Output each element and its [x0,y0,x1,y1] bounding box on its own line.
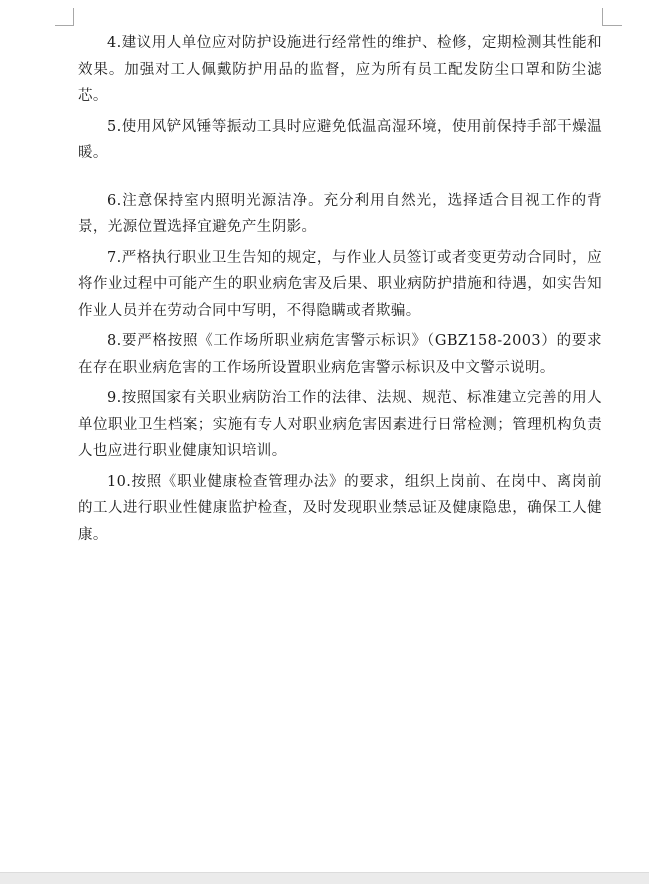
paragraph-item-4[interactable]: 4.建议用人单位应对防护设施进行经常性的维护、检修，定期检测其性能和效果。加强对工人佩戴防护用品的监督，应为所有员工配发防尘口罩和防尘滤芯。 [78,35,602,104]
crop-mark-top-right [602,8,603,26]
paragraph-item-9[interactable]: 9.按照国家有关职业病防治工作的法律、法规、规范、标准建立完善的用人单位职业卫生档案；实施有专人对职业病危害因素进行日常检测；管理机构负责人也应进行职业健康知识培训。 [78,390,602,459]
crop-mark-top-right [602,25,622,26]
paragraph-item-6[interactable]: 6.注意保持室内照明光源洁净。充分利用自然光，选择适合目视工作的背景，光源位置选择宜避免产生阴影。 [78,192,602,235]
paragraph-item-8[interactable]: 8.要严格按照《工作场所职业病危害警示标识》（GBZ158-2003）的要求在存在职业病危害的工作场所设置职业病危害警示标识及中文警示说明。 [78,333,602,376]
paragraph-item-10[interactable]: 10.按照《职业健康检查管理办法》的要求，组织上岗前、在岗中、离岗前的工人进行职业性健康监护检查，及时发现职业禁忌证及健康隐患，确保工人健康。 [78,473,602,543]
crop-mark-top-left [55,25,74,26]
paragraph-item-7[interactable]: 7.严格执行职业卫生告知的规定，与作业人员签订或者变更劳动合同时，应将作业过程中可能产生的职业病危害及后果、职业病防护措施和待遇，如实告知作业人员并在劳动合同中写明，不得隐瞒或者欺骗。 [78,249,602,319]
horizontal-scrollbar[interactable] [0,872,649,884]
crop-mark-top-left [73,8,74,26]
paragraph-item-5[interactable]: 5.使用风铲风锤等振动工具时应避免低温高湿环境，使用前保持手部干燥温暖。 [78,118,602,161]
document-body[interactable] [78,30,602,552]
